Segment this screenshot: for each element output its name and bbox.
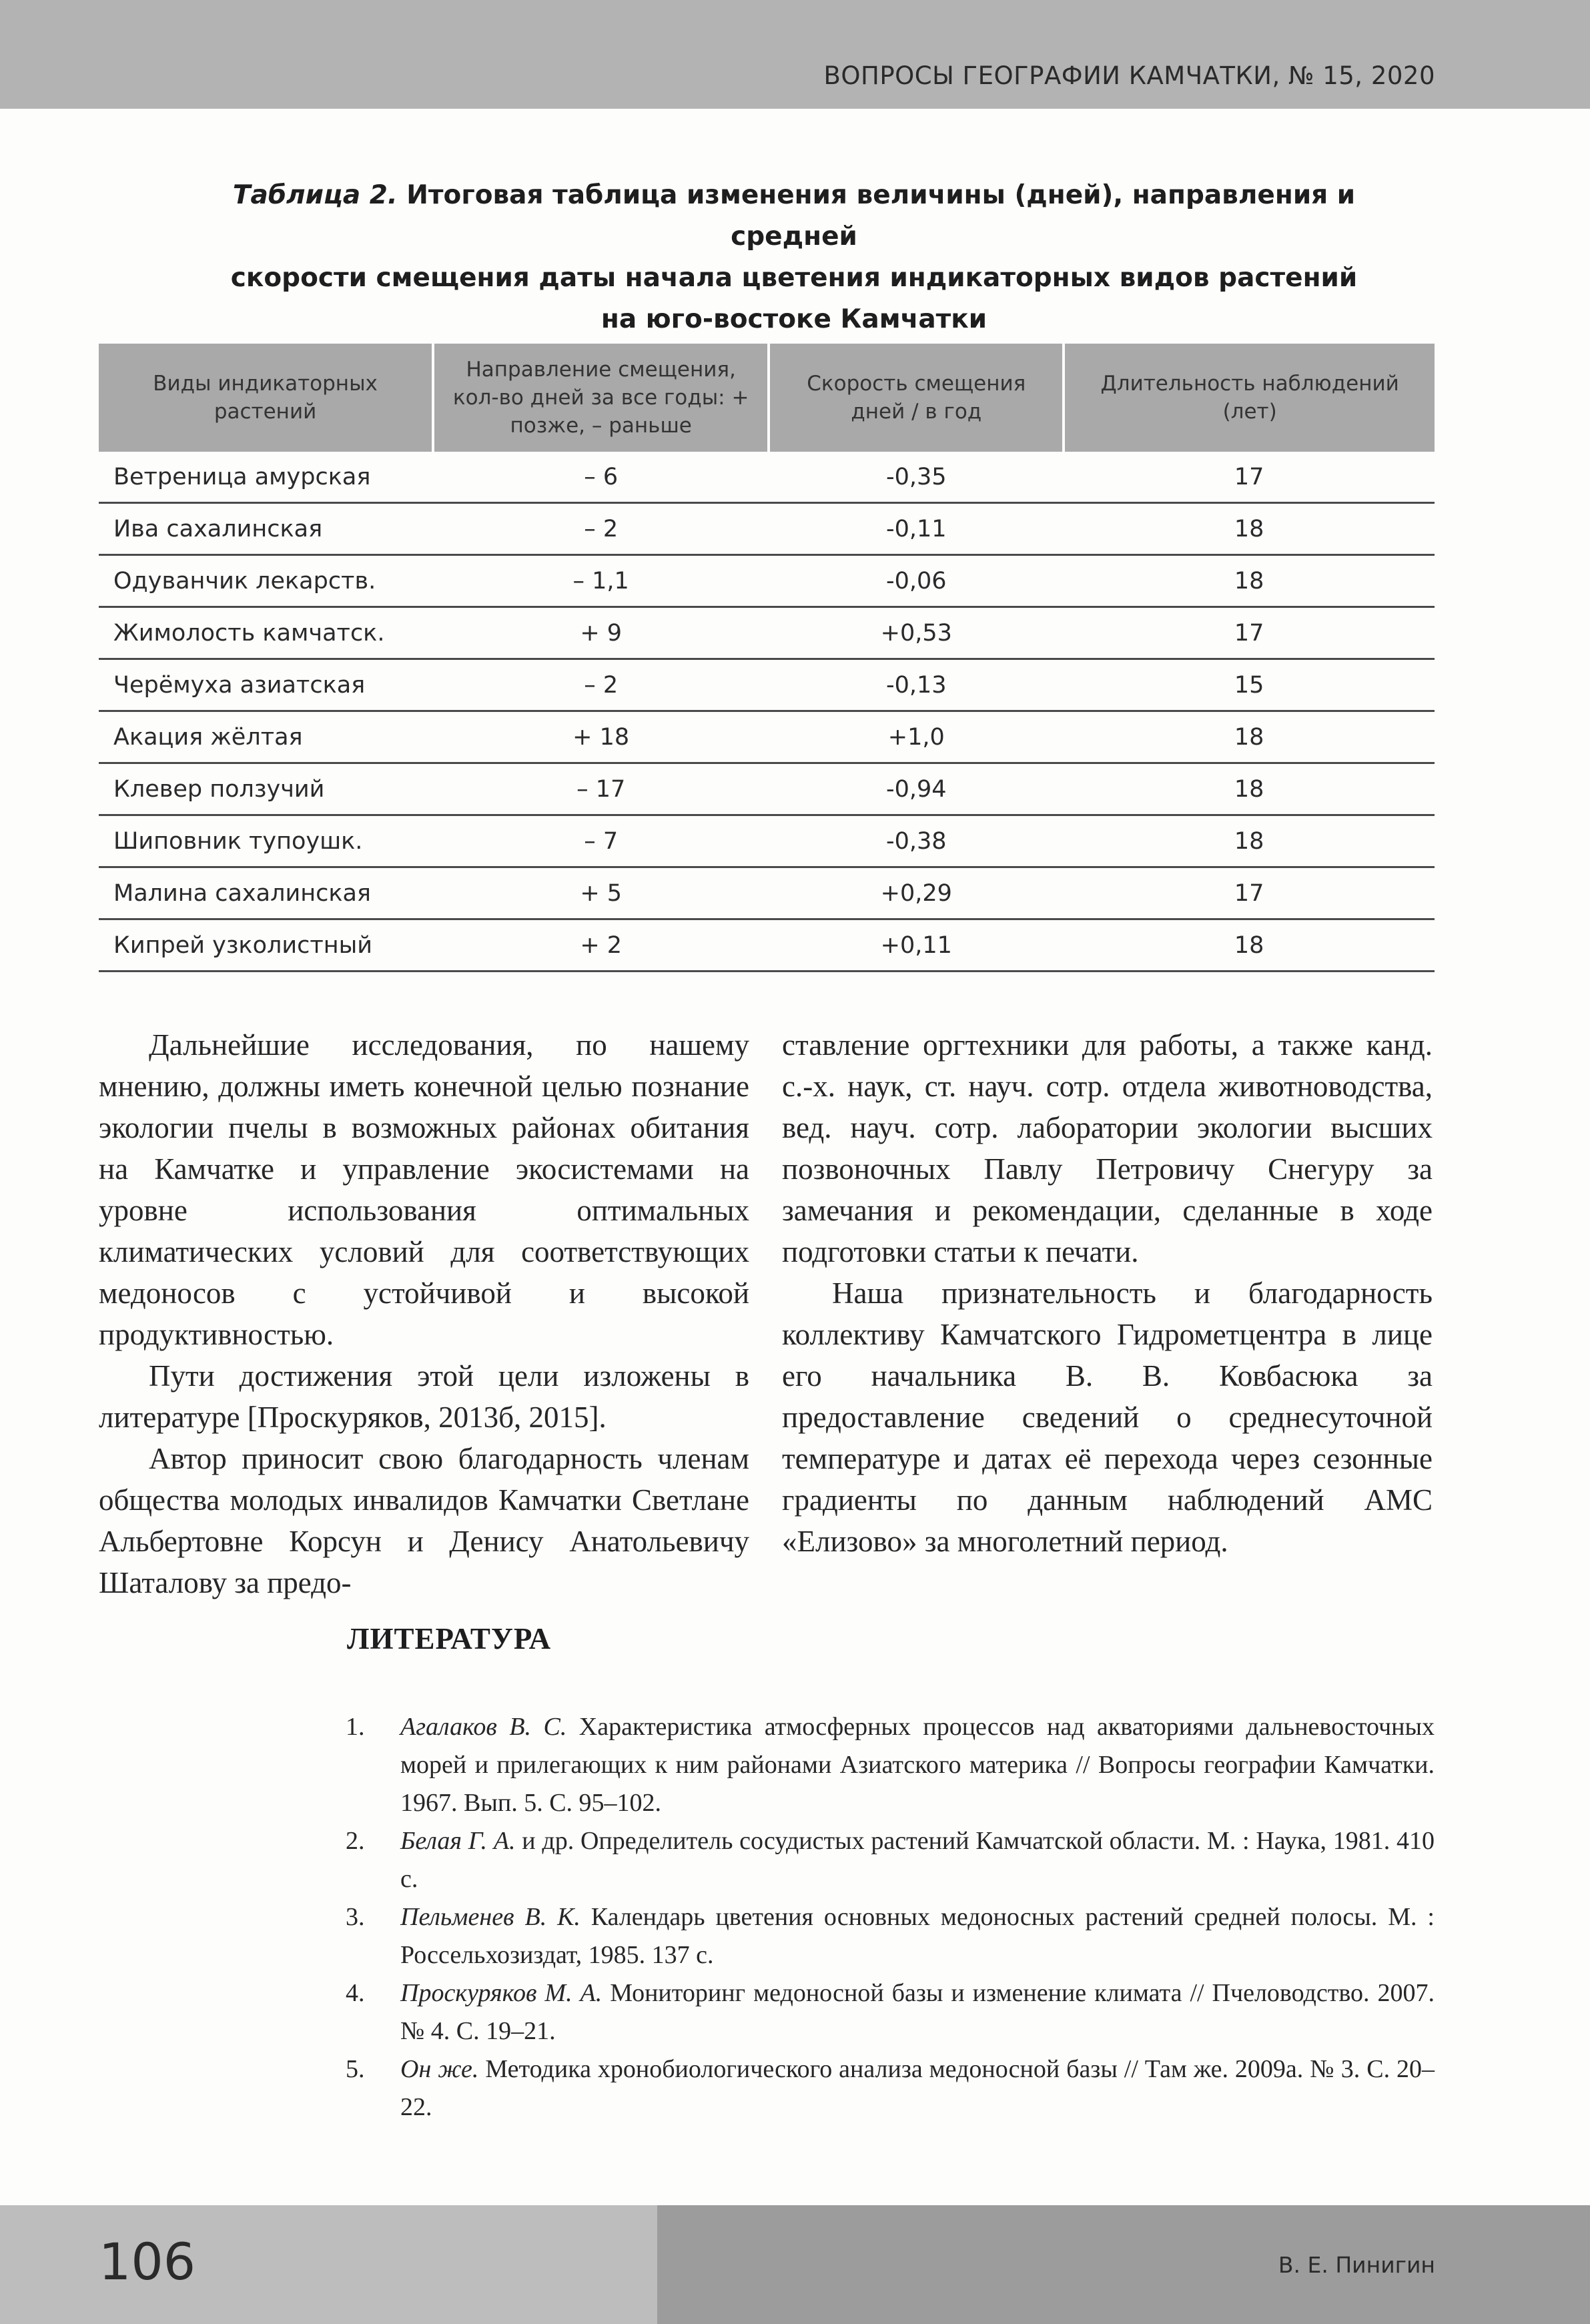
- reference-number: 2.: [346, 1827, 365, 1855]
- shift-days-cell: + 9: [433, 607, 769, 659]
- column-header: Виды индикаторных растений: [99, 344, 433, 452]
- body-column-left: [99, 1024, 749, 1603]
- running-footer-author: В. Е. Пинигин: [1278, 2252, 1435, 2278]
- table-row: [99, 452, 1435, 503]
- reference-author: Белая Г. А.: [400, 1827, 516, 1855]
- reference-item: [346, 1974, 1435, 2050]
- duration-cell: 17: [1064, 867, 1435, 919]
- species-cell: Малина сахалинская: [99, 867, 433, 919]
- paragraph: Наша признательность и благодарность коллективу Камчатского Гидрометцентра в лице его начальника В. В. Ковбасюка за предоставление сведений о среднесуточной температуре и датах её перехода через сезонные градиенты по данным наблюдений АМС «Елизово» за многолетний период.: [782, 1276, 1433, 1558]
- table-row: [99, 711, 1435, 763]
- reference-item: [346, 1898, 1435, 1974]
- paragraph: Пути достижения этой цели изложены в литературе [Проскуряков, 2013б, 2015].: [99, 1359, 749, 1434]
- shift-days-cell: + 5: [433, 867, 769, 919]
- rate-cell: -0,35: [769, 452, 1064, 503]
- table-body: [99, 452, 1435, 972]
- reference-item: [346, 1822, 1435, 1898]
- reference-author: Он же.: [400, 2055, 479, 2083]
- rate-cell: -0,94: [769, 763, 1064, 815]
- species-cell: Одуванчик лекарств.: [99, 555, 433, 607]
- rate-cell: -0,38: [769, 815, 1064, 867]
- duration-cell: 15: [1064, 659, 1435, 711]
- duration-cell: 18: [1064, 815, 1435, 867]
- reference-number: 3.: [346, 1903, 365, 1931]
- species-cell: Кипрей узколистный: [99, 919, 433, 972]
- shift-days-cell: – 6: [433, 452, 769, 503]
- reference-author: Агалаков В. С.: [400, 1713, 567, 1741]
- rate-cell: +0,53: [769, 607, 1064, 659]
- caption-label: Таблица 2.: [232, 180, 398, 210]
- shift-days-cell: – 1,1: [433, 555, 769, 607]
- reference-text: Методика хронобиологического анализа медоносной базы // Там же. 2009а. № 3. С. 20–22.: [400, 2055, 1435, 2121]
- shift-days-cell: – 2: [433, 659, 769, 711]
- rate-cell: +0,29: [769, 867, 1064, 919]
- duration-cell: 18: [1064, 763, 1435, 815]
- rate-cell: +0,11: [769, 919, 1064, 972]
- species-cell: Ветреница амурская: [99, 452, 433, 503]
- body-column-right: [782, 1024, 1433, 1562]
- reference-number: 5.: [346, 2055, 365, 2083]
- table-row: [99, 659, 1435, 711]
- species-cell: Шиповник тупоушк.: [99, 815, 433, 867]
- reference-item: [346, 1708, 1435, 1822]
- species-cell: Ива сахалинская: [99, 503, 433, 555]
- references-heading: ЛИТЕРАТУРА: [347, 1622, 552, 1655]
- paragraph: ставление оргтехники для работы, а также канд. с.-х. наук, ст. науч. сотр. отдела животноводства, вед. науч. сотр. лаборатории экологии высших позвоночных Павлу Петровичу Снегуру за замечания и рекомендации, сделанные в ходе подготовки статьи к печати.: [782, 1028, 1433, 1268]
- reference-item: [346, 2050, 1435, 2126]
- table-row: [99, 867, 1435, 919]
- reference-text: Характеристика атмосферных процессов над акваториями дальневосточных морей и прилегающих к ним районами Азиатского материка // Вопросы географии Камчатки. 1967. Вып. 5. С. 95–102.: [400, 1713, 1435, 1817]
- reference-text: Календарь цветения основных медоносных растений средней полосы. М. : Россельхозиздат, 1985. 137 с.: [400, 1903, 1435, 1969]
- caption-line: Итоговая таблица изменения величины (дней), направления и средней: [397, 180, 1356, 252]
- paragraph: Автор приносит свою благодарность членам общества молодых инвалидов Камчатки Светлане Альбертовне Корсун и Денису Анатольевичу Шаталову за предо-: [99, 1442, 749, 1599]
- table-row: [99, 555, 1435, 607]
- rate-cell: -0,06: [769, 555, 1064, 607]
- reference-number: 4.: [346, 1979, 365, 2007]
- references-list: [346, 1708, 1435, 2126]
- rate-cell: -0,13: [769, 659, 1064, 711]
- species-cell: Черёмуха азиатская: [99, 659, 433, 711]
- duration-cell: 18: [1064, 711, 1435, 763]
- rate-cell: +1,0: [769, 711, 1064, 763]
- journal-title: ВОПРОСЫ ГЕОГРАФИИ КАМЧАТКИ, № 15, 2020: [823, 61, 1435, 90]
- duration-cell: 17: [1064, 452, 1435, 503]
- duration-cell: 18: [1064, 919, 1435, 972]
- reference-author: Проскуряков М. А.: [400, 1979, 603, 2007]
- duration-cell: 18: [1064, 503, 1435, 555]
- reference-text: и др. Определитель сосудистых растений Камчатской области. М. : Наука, 1981. 410 с.: [400, 1827, 1435, 1893]
- species-cell: Клевер ползучий: [99, 763, 433, 815]
- shift-days-cell: + 18: [433, 711, 769, 763]
- table-row: [99, 503, 1435, 555]
- reference-number: 1.: [346, 1713, 365, 1741]
- rate-cell: -0,11: [769, 503, 1064, 555]
- reference-author: Пельменев В. К.: [400, 1903, 580, 1931]
- footer-band-right: [657, 2205, 1590, 2324]
- page-number: 106: [99, 2232, 196, 2291]
- table-header-row: [99, 344, 1435, 452]
- caption-line: на юго-востоке Камчатки: [601, 304, 987, 334]
- column-header: Длительность наблюдений (лет): [1064, 344, 1435, 452]
- table-row: [99, 815, 1435, 867]
- shift-days-cell: – 7: [433, 815, 769, 867]
- shift-days-cell: – 2: [433, 503, 769, 555]
- shift-days-cell: + 2: [433, 919, 769, 972]
- duration-cell: 17: [1064, 607, 1435, 659]
- reference-text: Мониторинг медоносной базы и изменение климата // Пчеловодство. 2007. № 4. С. 19–21.: [400, 1979, 1435, 2045]
- caption-line: скорости смещения даты начала цветения индикаторных видов растений: [230, 263, 1358, 293]
- duration-cell: 18: [1064, 555, 1435, 607]
- running-header: [0, 0, 1590, 109]
- data-table: [99, 344, 1435, 972]
- species-cell: Акация жёлтая: [99, 711, 433, 763]
- table-row: [99, 607, 1435, 659]
- shift-days-cell: – 17: [433, 763, 769, 815]
- paragraph: Дальнейшие исследования, по нашему мнению, должны иметь конечной целью познание экологии пчелы в возможных районах обитания на Камчатке и управление экосистемами на уровне использования оптимальных климатических условий для соответствующих медоносов с устойчивой и высокой продуктивностью.: [99, 1028, 749, 1351]
- species-cell: Жимолость камчатск.: [99, 607, 433, 659]
- table-row: [99, 919, 1435, 972]
- table-row: [99, 763, 1435, 815]
- table-caption: [200, 175, 1388, 340]
- column-header: Скорость смещения дней / в год: [769, 344, 1064, 452]
- column-header: Направление смещения, кол-во дней за все годы: + позже, – раньше: [433, 344, 769, 452]
